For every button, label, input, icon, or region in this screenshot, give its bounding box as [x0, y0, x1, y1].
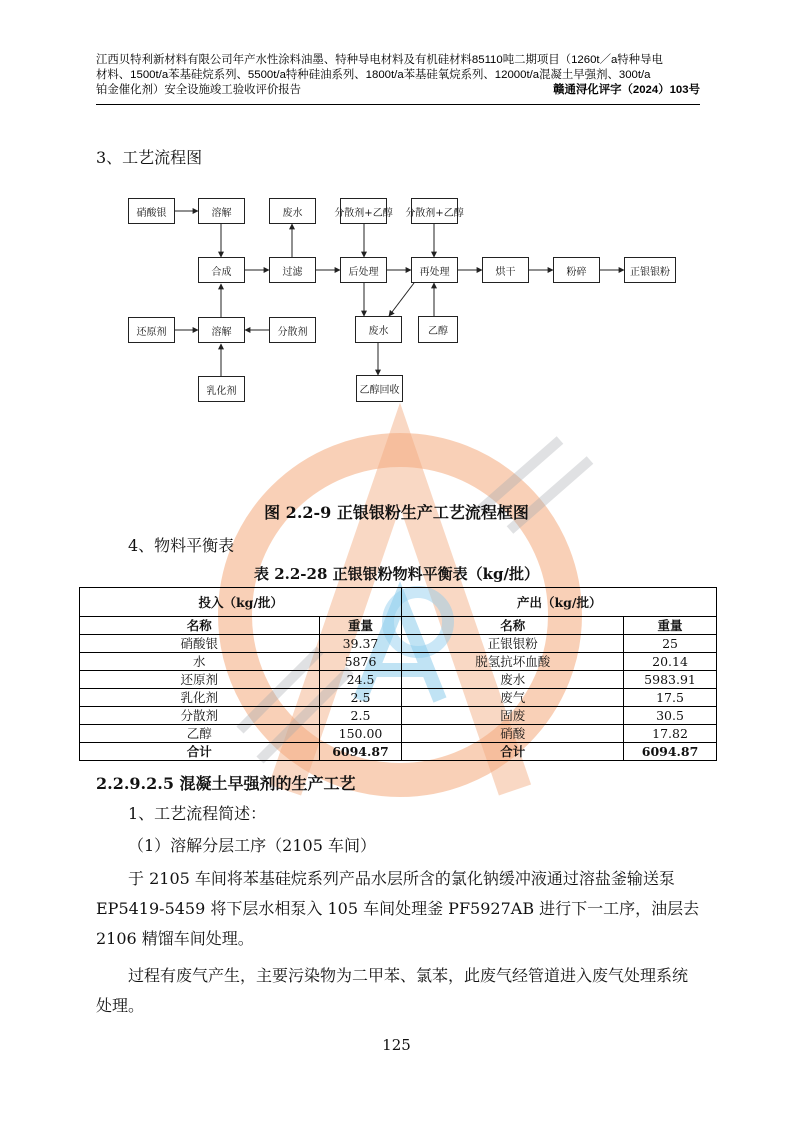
- page-number: 125: [382, 1036, 411, 1054]
- node-waste-water-2: 废水: [355, 316, 402, 343]
- paragraph-process-description: 1、工艺流程简述：: [128, 804, 267, 823]
- column-header: 重量: [624, 617, 717, 635]
- table-cell: 24.5: [319, 671, 402, 689]
- node-re-treatment: 再处理: [411, 257, 458, 283]
- table-cell: 20.14: [624, 653, 717, 671]
- table-cell: 脱氢抗坏血酸: [402, 653, 624, 671]
- node-dissolve-bottom: 溶解: [198, 317, 245, 343]
- arrow-re-treatment-to-waste-water: [389, 283, 414, 316]
- process-flowchart: [0, 0, 793, 420]
- node-drying: 烘干: [482, 257, 529, 283]
- header-line-1: 江西贝特利新材料有限公司年产水性涂料油墨、特种导电材料及有机硅材料85110吨二期项目（1260t／a特种导电: [96, 54, 663, 66]
- node-synthesis: 合成: [198, 257, 245, 283]
- table-cell: 硝酸: [402, 725, 624, 743]
- table-cell: 5983.91: [624, 671, 717, 689]
- section-title: 3、工艺流程图: [96, 148, 203, 167]
- table-cell: 乳化剂: [80, 689, 320, 707]
- table-cell: 固废: [402, 707, 624, 725]
- column-header: 重量: [319, 617, 402, 635]
- table-cell: 30.5: [624, 707, 717, 725]
- node-post-treatment: 后处理: [340, 257, 387, 283]
- table-cell: 硝酸银: [80, 635, 320, 653]
- node-dispersant: 分散剂: [269, 317, 316, 343]
- table-cell: 正银银粉: [402, 635, 624, 653]
- input-group-header: 投入（kg/批）: [80, 588, 402, 617]
- node-emulsifier: 乳化剂: [198, 376, 245, 402]
- figure-caption: 图 2.2-9 正银银粉生产工艺流程框图: [264, 503, 529, 522]
- table-cell: 17.5: [624, 689, 717, 707]
- node-dispersant-ethanol-2: 分散剂+乙醇: [411, 198, 458, 224]
- table-cell: 6094.87: [319, 743, 402, 761]
- header-line-3: 铂金催化剂）安全设施竣工验收评价报告: [96, 84, 302, 96]
- flowchart-arrows: [0, 0, 793, 420]
- table-cell: 废气: [402, 689, 624, 707]
- table-cell: 150.00: [319, 725, 402, 743]
- table-row: [80, 725, 717, 743]
- table-row: [80, 671, 717, 689]
- node-ethanol-recovery: 乙醇回收: [356, 375, 403, 402]
- node-grinding: 粉碎: [553, 257, 600, 283]
- table-total-row: [80, 743, 717, 761]
- subsection-title: 4、物料平衡表: [128, 536, 235, 555]
- table-row: [80, 653, 717, 671]
- report-reference-number: 赣通浔化评字（2024）103号: [553, 84, 700, 96]
- section-heading: 2.2.9.2.5 混凝土早强剂的生产工艺: [96, 774, 356, 793]
- node-product-silver-powder: 正银银粉: [624, 257, 676, 283]
- table-cell: 2.5: [319, 689, 402, 707]
- paragraph-body-1: 于 2105 车间将苯基硅烷系列产品水层所含的氯化钠缓冲液通过溶盐釜输送泵 EP5419-5459 将下层水相泵入 105 车间处理釜 PF5927AB 进行下一工序，油层去 2106 精馏车间处理。: [96, 869, 700, 948]
- table-caption: 表 2.2-28 正银银粉物料平衡表（kg/批）: [253, 565, 539, 583]
- paragraph-step-title: （1）溶解分层工序（2105 车间）: [128, 836, 376, 855]
- table-row: [80, 689, 717, 707]
- table-cell: 水: [80, 653, 320, 671]
- header-line-2: 材料、1500t/a苯基硅烷系列、5500t/a特种硅油系列、1800t/a苯基硅氧烷系列、12000t/a混凝土早强剂、300t/a: [96, 69, 651, 81]
- table-cell: 废水: [402, 671, 624, 689]
- column-header: 名称: [80, 617, 320, 635]
- table-cell: 6094.87: [624, 743, 717, 761]
- output-group-header: 产出（kg/批）: [402, 588, 717, 617]
- table-header-row: [80, 617, 717, 635]
- table-cell: 25: [624, 635, 717, 653]
- table-cell: 分散剂: [80, 707, 320, 725]
- node-filter: 过滤: [269, 257, 316, 283]
- table-cell: 17.82: [624, 725, 717, 743]
- paragraph-body-2: 过程有废气产生，主要污染物为二甲苯、氯苯，此废气经管道进入废气处理系统处理。: [96, 966, 689, 1015]
- table-cell: 5876: [319, 653, 402, 671]
- table-cell: 合计: [402, 743, 624, 761]
- table-cell: 2.5: [319, 707, 402, 725]
- table-cell: 还原剂: [80, 671, 320, 689]
- table-cell: 乙醇: [80, 725, 320, 743]
- node-silver-nitrate: 硝酸银: [128, 198, 175, 224]
- table-cell: 合计: [80, 743, 320, 761]
- material-balance-table: [79, 587, 717, 761]
- table-group-header-row: [80, 588, 717, 617]
- node-waste-water-1: 废水: [269, 198, 316, 224]
- table-row: [80, 707, 717, 725]
- node-dispersant-ethanol-1: 分散剂+乙醇: [340, 198, 387, 224]
- node-reducer: 还原剂: [128, 317, 175, 343]
- table-cell: 39.37: [319, 635, 402, 653]
- column-header: 名称: [402, 617, 624, 635]
- table-row: [80, 635, 717, 653]
- node-dissolve-top: 溶解: [198, 198, 245, 224]
- node-ethanol: 乙醇: [418, 316, 458, 343]
